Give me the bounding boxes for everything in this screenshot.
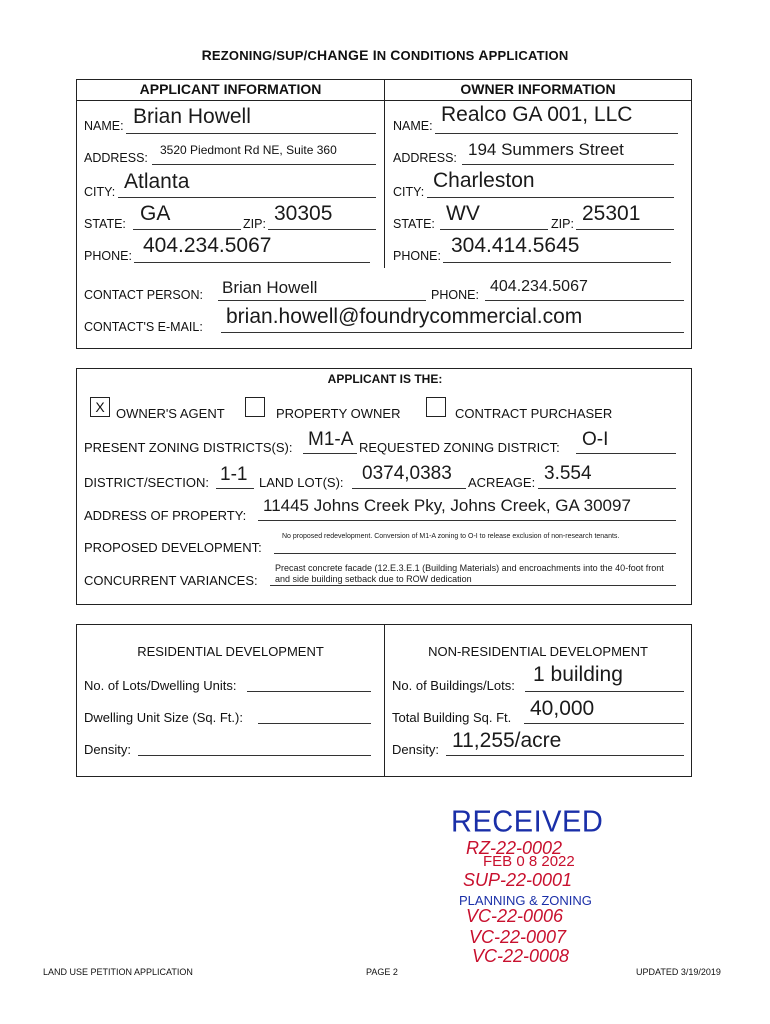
concurrent-variances-line2[interactable]: and side building setback due to ROW dedication xyxy=(275,574,472,584)
concurrent-variances-line xyxy=(270,585,676,586)
applicant-zip-line xyxy=(268,229,376,230)
land-lot[interactable]: 0374,0383 xyxy=(362,463,452,484)
owner-state-label: STATE: xyxy=(393,217,435,231)
proposed-development[interactable]: No proposed redevelopment. Conversion of M1-A zoning to O-I to release exclusion of non-research tenants. xyxy=(282,533,620,540)
applicant-city-label: CITY: xyxy=(84,185,116,199)
rz-case-number: RZ-22-0002 xyxy=(466,838,563,858)
acreage[interactable]: 3.554 xyxy=(544,463,592,484)
owners-agent-checkbox[interactable]: X xyxy=(90,397,110,417)
sup-case-number: SUP-22-0001 xyxy=(463,870,573,890)
contact-person-label: CONTACT PERSON: xyxy=(84,288,203,302)
applicant-city[interactable]: Atlanta xyxy=(124,170,190,193)
owner-address[interactable]: 194 Summers Street xyxy=(468,140,624,159)
applicant-state-line xyxy=(133,229,241,230)
form-title: REZONING/SUP/CHANGE IN CONDITIONS APPLICATION xyxy=(201,47,569,63)
proposed-development-line xyxy=(274,553,676,554)
contact-person-line xyxy=(218,300,426,301)
nonres-density-label: Density: xyxy=(392,742,439,757)
district-section-line xyxy=(216,488,254,489)
applicant-address-line xyxy=(152,164,376,165)
applicant-zip[interactable]: 30305 xyxy=(274,202,333,225)
lots-dwelling-label: No. of Lots/Dwelling Units: xyxy=(84,678,237,693)
concurrent-variances-line1[interactable]: Precast concrete facade (12.E.3.E.1 (Building Materials) and encroachments into the 40-foot front xyxy=(275,563,664,573)
owner-name[interactable]: Realco GA 001, LLC xyxy=(441,103,633,126)
res-density-line[interactable] xyxy=(138,755,371,756)
dwelling-size-label: Dwelling Unit Size (Sq. Ft.): xyxy=(84,710,243,725)
requested-zoning[interactable]: O-I xyxy=(582,429,609,450)
total-sqft-label: Total Building Sq. Ft. xyxy=(392,710,512,725)
applicant-state[interactable]: GA xyxy=(140,202,171,225)
applicant-name[interactable]: Brian Howell xyxy=(133,105,251,128)
res-density-label: Density: xyxy=(84,742,131,757)
owner-name-label: NAME: xyxy=(393,119,433,133)
lots-dwelling-line[interactable] xyxy=(247,691,371,692)
contact-phone[interactable]: 404.234.5067 xyxy=(490,278,588,295)
buildings-lots[interactable]: 1 building xyxy=(533,663,623,686)
applicant-zip-label: ZIP: xyxy=(243,217,266,231)
applicant-address-label: ADDRESS: xyxy=(84,151,148,165)
contact-phone-label: PHONE: xyxy=(431,288,479,302)
applicant-name-line xyxy=(126,133,376,134)
owner-state[interactable]: WV xyxy=(446,202,480,225)
requested-zoning-label: REQUESTED ZONING DISTRICT: xyxy=(359,440,560,455)
contact-phone-line xyxy=(485,300,684,301)
applicant-city-line xyxy=(118,197,376,198)
nonres-density-line xyxy=(446,755,684,756)
owner-city[interactable]: Charleston xyxy=(433,169,535,192)
buildings-lots-line xyxy=(525,691,684,692)
applicant-is-header: APPLICANT IS THE: xyxy=(327,372,443,386)
contact-email-line xyxy=(221,332,684,333)
total-sqft[interactable]: 40,000 xyxy=(530,697,595,720)
applicant-phone-label: PHONE: xyxy=(84,249,132,263)
proposed-development-label: PROPOSED DEVELOPMENT: xyxy=(84,540,262,555)
owner-address-line xyxy=(462,164,674,165)
district-section[interactable]: 1-1 xyxy=(220,464,248,485)
owner-zip-label: ZIP: xyxy=(551,217,574,231)
property-address[interactable]: 11445 Johns Creek Pky, Johns Creek, GA 30097 xyxy=(263,496,631,515)
applicant-address[interactable]: 3520 Piedmont Rd NE, Suite 360 xyxy=(160,143,337,157)
vc-case-number-2: VC-22-0007 xyxy=(469,927,567,947)
concurrent-variances-label: CONCURRENT VARIANCES: xyxy=(84,573,258,588)
dwelling-size-line[interactable] xyxy=(258,723,371,724)
contract-purchaser-label: CONTRACT PURCHASER xyxy=(455,406,613,421)
residential-header: RESIDENTIAL DEVELOPMENT xyxy=(137,644,324,659)
owner-zip[interactable]: 25301 xyxy=(582,202,641,225)
owner-phone-line xyxy=(443,262,671,263)
applicant-info-header: APPLICANT INFORMATION xyxy=(77,79,384,101)
total-sqft-line xyxy=(524,723,684,724)
property-owner-checkbox[interactable] xyxy=(245,397,265,417)
footer-form-name: LAND USE PETITION APPLICATION xyxy=(43,967,193,977)
acreage-line xyxy=(538,488,676,489)
contract-purchaser-checkbox[interactable] xyxy=(426,397,446,417)
owner-address-label: ADDRESS: xyxy=(393,151,457,165)
vc-case-number-3: VC-22-0008 xyxy=(472,946,570,966)
property-owner-label: PROPERTY OWNER xyxy=(276,406,401,421)
owner-info-header: OWNER INFORMATION xyxy=(385,79,691,101)
buildings-lots-label: No. of Buildings/Lots: xyxy=(392,678,515,693)
planning-zoning-dept: PLANNING & ZONING xyxy=(459,893,592,908)
applicant-name-label: NAME: xyxy=(84,119,124,133)
owner-city-line xyxy=(427,197,674,198)
property-address-label: ADDRESS OF PROPERTY: xyxy=(84,508,247,523)
applicant-phone-line xyxy=(134,262,370,263)
nonres-density[interactable]: 11,255/acre xyxy=(452,729,562,752)
contact-person[interactable]: Brian Howell xyxy=(222,278,318,297)
applicant-phone[interactable]: 404.234.5067 xyxy=(143,234,272,257)
footer-updated-date: UPDATED 3/19/2019 xyxy=(636,967,721,977)
received-date: FEB 0 8 2022 xyxy=(483,853,575,870)
property-address-line xyxy=(258,520,676,521)
footer-page-number: PAGE 2 xyxy=(366,967,398,977)
present-zoning-line xyxy=(303,453,357,454)
acreage-label: ACREAGE: xyxy=(468,475,536,490)
nonresidential-header: NON-RESIDENTIAL DEVELOPMENT xyxy=(428,644,648,659)
present-zoning[interactable]: M1-A xyxy=(308,429,354,450)
owner-name-line xyxy=(435,133,678,134)
contact-email[interactable]: brian.howell@foundrycommercial.com xyxy=(226,305,583,328)
vc-case-number-1: VC-22-0006 xyxy=(466,906,564,926)
contact-email-label: CONTACT'S E-MAIL: xyxy=(84,320,203,334)
land-lot-label: LAND LOT(S): xyxy=(259,475,344,490)
owner-state-line xyxy=(440,229,548,230)
owner-city-label: CITY: xyxy=(393,185,425,199)
owner-zip-line xyxy=(576,229,674,230)
column-divider xyxy=(384,79,385,268)
received-stamp: RECEIVED xyxy=(451,805,604,839)
owners-agent-label: OWNER'S AGENT xyxy=(116,406,225,421)
owner-phone[interactable]: 304.414.5645 xyxy=(451,234,580,257)
applicant-state-label: STATE: xyxy=(84,217,126,231)
land-lot-line xyxy=(352,488,466,489)
present-zoning-label: PRESENT ZONING DISTRICTS(S): xyxy=(84,440,293,455)
owner-phone-label: PHONE: xyxy=(393,249,441,263)
requested-zoning-line xyxy=(576,453,676,454)
district-section-label: DISTRICT/SECTION: xyxy=(84,475,209,490)
